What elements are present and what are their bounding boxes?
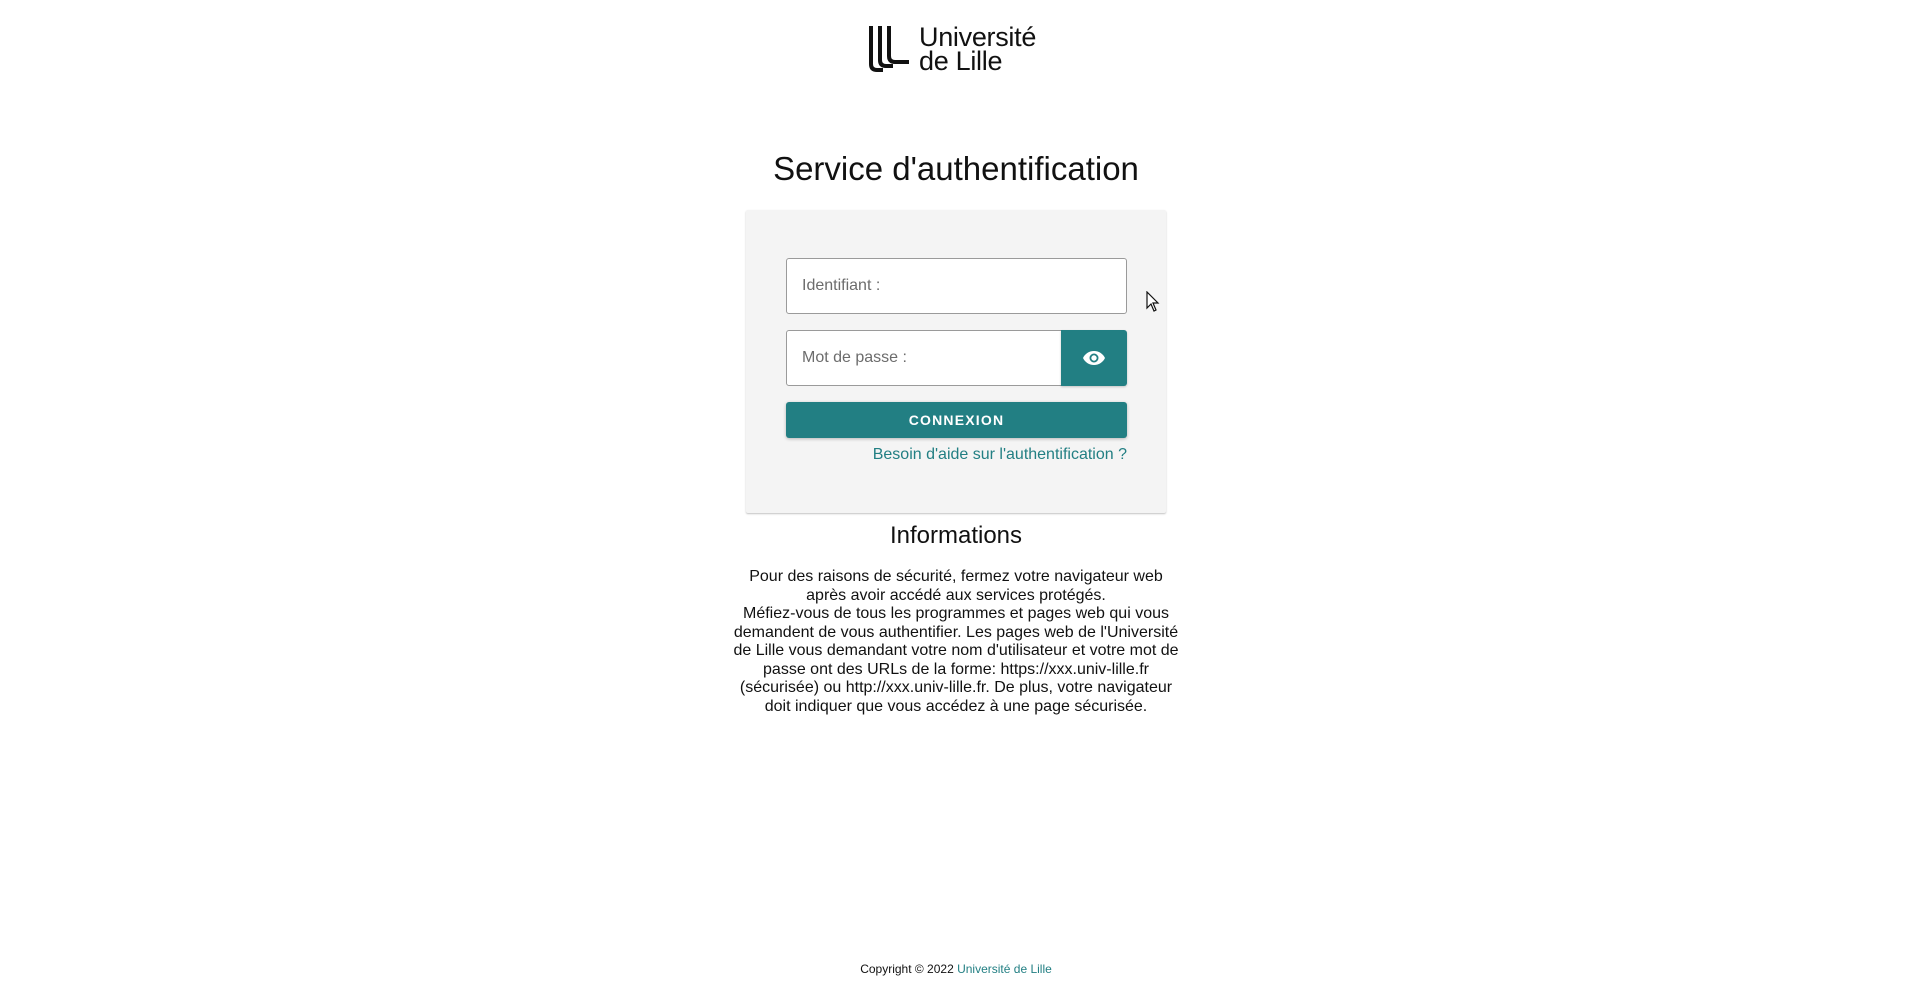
university-logo-mark-icon bbox=[869, 26, 911, 72]
show-password-button[interactable] bbox=[1061, 330, 1127, 386]
logo-line-1: Université bbox=[919, 22, 1037, 52]
informations-paragraph-1: Pour des raisons de sécurité, fermez votre navigateur web après avoir accédé aux services protégés. bbox=[749, 568, 1163, 604]
informations-text bbox=[730, 568, 1182, 716]
university-logo-text bbox=[919, 22, 1037, 76]
eye-icon bbox=[1082, 346, 1106, 370]
mouse-cursor-icon bbox=[1146, 291, 1160, 313]
username-input[interactable] bbox=[786, 258, 1127, 314]
university-logo bbox=[869, 24, 1044, 74]
page-title: Service d'authentification bbox=[773, 150, 1139, 187]
password-input[interactable] bbox=[786, 330, 1064, 386]
informations-paragraph-2: Méfiez-vous de tous les programmes et pages web qui vous demandent de vous authentifier. Les pages web de l'Université de Lille vous demandant votre nom d'utilisateur et votre mot de passe ont des URLs de la forme: https://xxx.univ-lille.fr (sécurisée) ou http://xxx.univ-lille.fr. De plus, votre navigateur doit indiquer que vous accédez à une page sécurisée. bbox=[733, 605, 1179, 715]
footer-university-link[interactable]: Université de Lille bbox=[957, 962, 1052, 976]
login-card bbox=[746, 210, 1166, 513]
connexion-button[interactable]: CONNEXION bbox=[786, 402, 1127, 438]
authentication-help-link[interactable]: Besoin d'aide sur l'authentification ? bbox=[872, 446, 1127, 463]
footer bbox=[0, 960, 1912, 978]
informations-title: Informations bbox=[889, 522, 1023, 549]
footer-copyright: Copyright © 2022 bbox=[860, 962, 954, 976]
logo-line-2: de Lille bbox=[919, 46, 1003, 76]
